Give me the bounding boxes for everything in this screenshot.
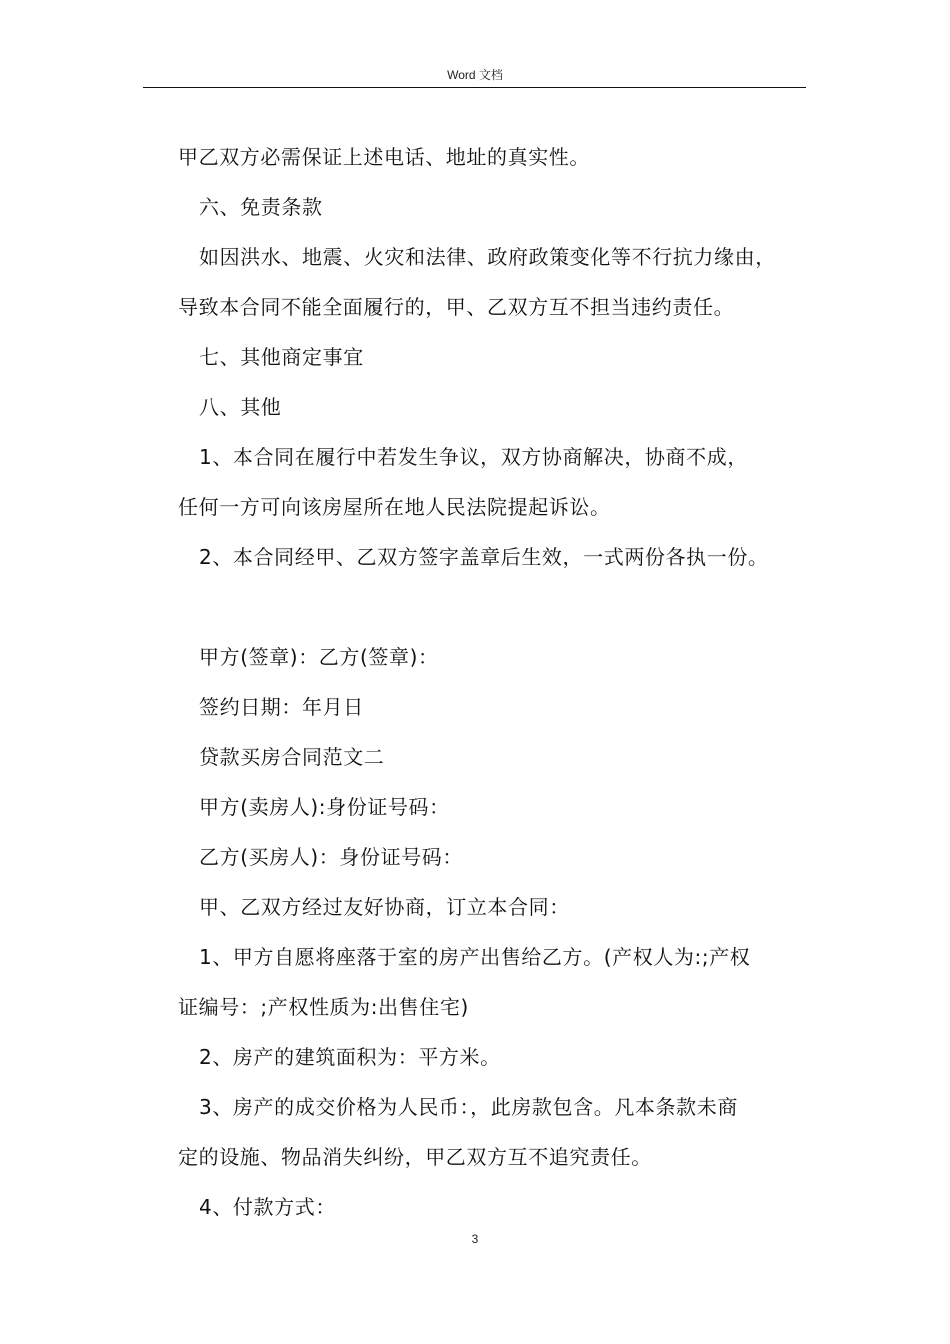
paragraph: 任何一方可向该房屋所在地人民法院提起诉讼。 [178,495,611,519]
paragraph: 1、本合同在履行中若发生争议，双方协商解决，协商不成， [199,445,748,469]
paragraph: 七、其他商定事宜 [199,345,364,369]
paragraph: 贷款买房合同范文二 [199,745,385,769]
header-divider [143,87,806,88]
paragraph: 1、甲方自愿将座落于室的房产出售给乙方。(产权人为:;产权 [199,945,751,969]
blank-line [178,582,818,632]
paragraph: 甲、乙双方经过友好协商，订立本合同： [199,895,570,919]
paragraph: 甲乙双方必需保证上述电话、地址的真实性。 [178,145,590,169]
document-body [178,132,818,1232]
paragraph: 2、房产的建筑面积为：平方米。 [199,1045,501,1069]
paragraph: 甲方(卖房人):身份证号码： [199,795,450,819]
paragraph: 甲方(签章)：乙方(签章)： [199,645,439,669]
paragraph: 六、免责条款 [199,195,323,219]
paragraph: 导致本合同不能全面履行的，甲、乙双方互不担当违约责任。 [178,295,735,319]
page-number: 3 [471,1232,479,1246]
paragraph: 证编号：;产权性质为:出售住宅) [178,995,469,1019]
paragraph: 如因洪水、地震、火灾和法律、政府政策变化等不行抗力缘由， [199,245,776,269]
paragraph: 2、本合同经甲、乙双方签字盖章后生效，一式两份各执一份。 [199,545,769,569]
paragraph: 乙方(买房人)：身份证号码： [199,845,464,869]
paragraph: 4、付款方式： [199,1195,336,1219]
paragraph: 3、房产的成交价格为人民币：，此房款包含。凡本条款未商 [199,1095,738,1119]
page-header: Word 文档 [447,68,503,82]
paragraph: 八、其他 [199,395,282,419]
paragraph: 定的设施、物品消失纠纷，甲乙双方互不追究责任。 [178,1145,652,1169]
paragraph: 签约日期：年月日 [199,695,364,719]
